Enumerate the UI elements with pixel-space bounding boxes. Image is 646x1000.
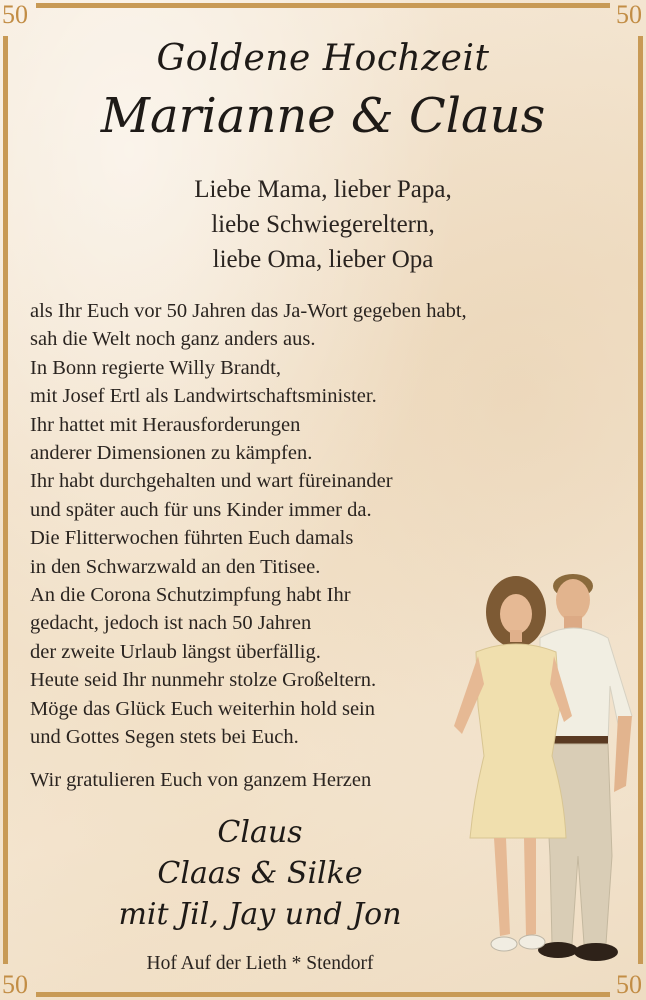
body-line: anderer Dimensionen zu kämpfen. bbox=[30, 442, 313, 465]
corner-number-top-right: 50 bbox=[616, 0, 642, 29]
body-line: Ihr hattet mit Herausforderungen bbox=[30, 413, 301, 436]
body-line: Heute seid Ihr nunmehr stolze Großeltern. bbox=[30, 669, 377, 692]
couple-photo bbox=[440, 556, 646, 999]
body-line: Ihr habt durchgehalten und wart füreinander bbox=[30, 470, 393, 493]
congratulations-line: Wir gratulieren Euch von ganzem Herzen bbox=[30, 769, 372, 791]
greeting-line: liebe Schwiegereltern, bbox=[211, 211, 435, 238]
body-line: in den Schwarzwald an den Titisee. bbox=[30, 555, 321, 578]
greeting bbox=[0, 172, 646, 277]
greeting-line: liebe Oma, lieber Opa bbox=[212, 246, 434, 273]
signers bbox=[70, 812, 450, 935]
body-line: und später auch für uns Kinder immer da. bbox=[30, 498, 372, 521]
body-line: mit Josef Ertl als Landwirtschaftsminister. bbox=[30, 385, 377, 408]
frame-top bbox=[36, 3, 610, 8]
address: Hof Auf der Lieth * Stendorf bbox=[146, 953, 374, 974]
body-line: und Gottes Segen stets bei Euch. bbox=[30, 726, 299, 749]
couple-names: Marianne & Claus bbox=[100, 88, 546, 144]
greeting-line: Liebe Mama, lieber Papa, bbox=[194, 176, 452, 203]
body-line: gedacht, jedoch ist nach 50 Jahren bbox=[30, 612, 312, 635]
signer-line: Claas & Silke bbox=[157, 856, 363, 891]
corner-number-bottom-left: 50 bbox=[2, 970, 28, 999]
corner-number-bottom-right: 50 bbox=[616, 970, 642, 999]
body-line: In Bonn regierte Willy Brandt, bbox=[30, 356, 282, 379]
body-line: An die Corona Schutzimpfung habt Ihr bbox=[30, 584, 351, 607]
body-line: Die Flitterwochen führten Euch damals bbox=[30, 527, 354, 550]
signer-line: mit Jil, Jay und Jon bbox=[118, 897, 402, 932]
signer-line: Claus bbox=[217, 815, 303, 850]
body-line: als Ihr Euch vor 50 Jahren das Ja-Wort gegeben habt, bbox=[30, 300, 467, 322]
corner-number-top-left: 50 bbox=[2, 0, 28, 29]
body-line: Möge das Glück Euch weiterhin hold sein bbox=[30, 697, 376, 720]
occasion-title: Goldene Hochzeit bbox=[156, 38, 490, 79]
body-line: sah die Welt noch ganz anders aus. bbox=[30, 328, 316, 351]
body-line: der zweite Urlaub längst überfällig. bbox=[30, 640, 321, 663]
